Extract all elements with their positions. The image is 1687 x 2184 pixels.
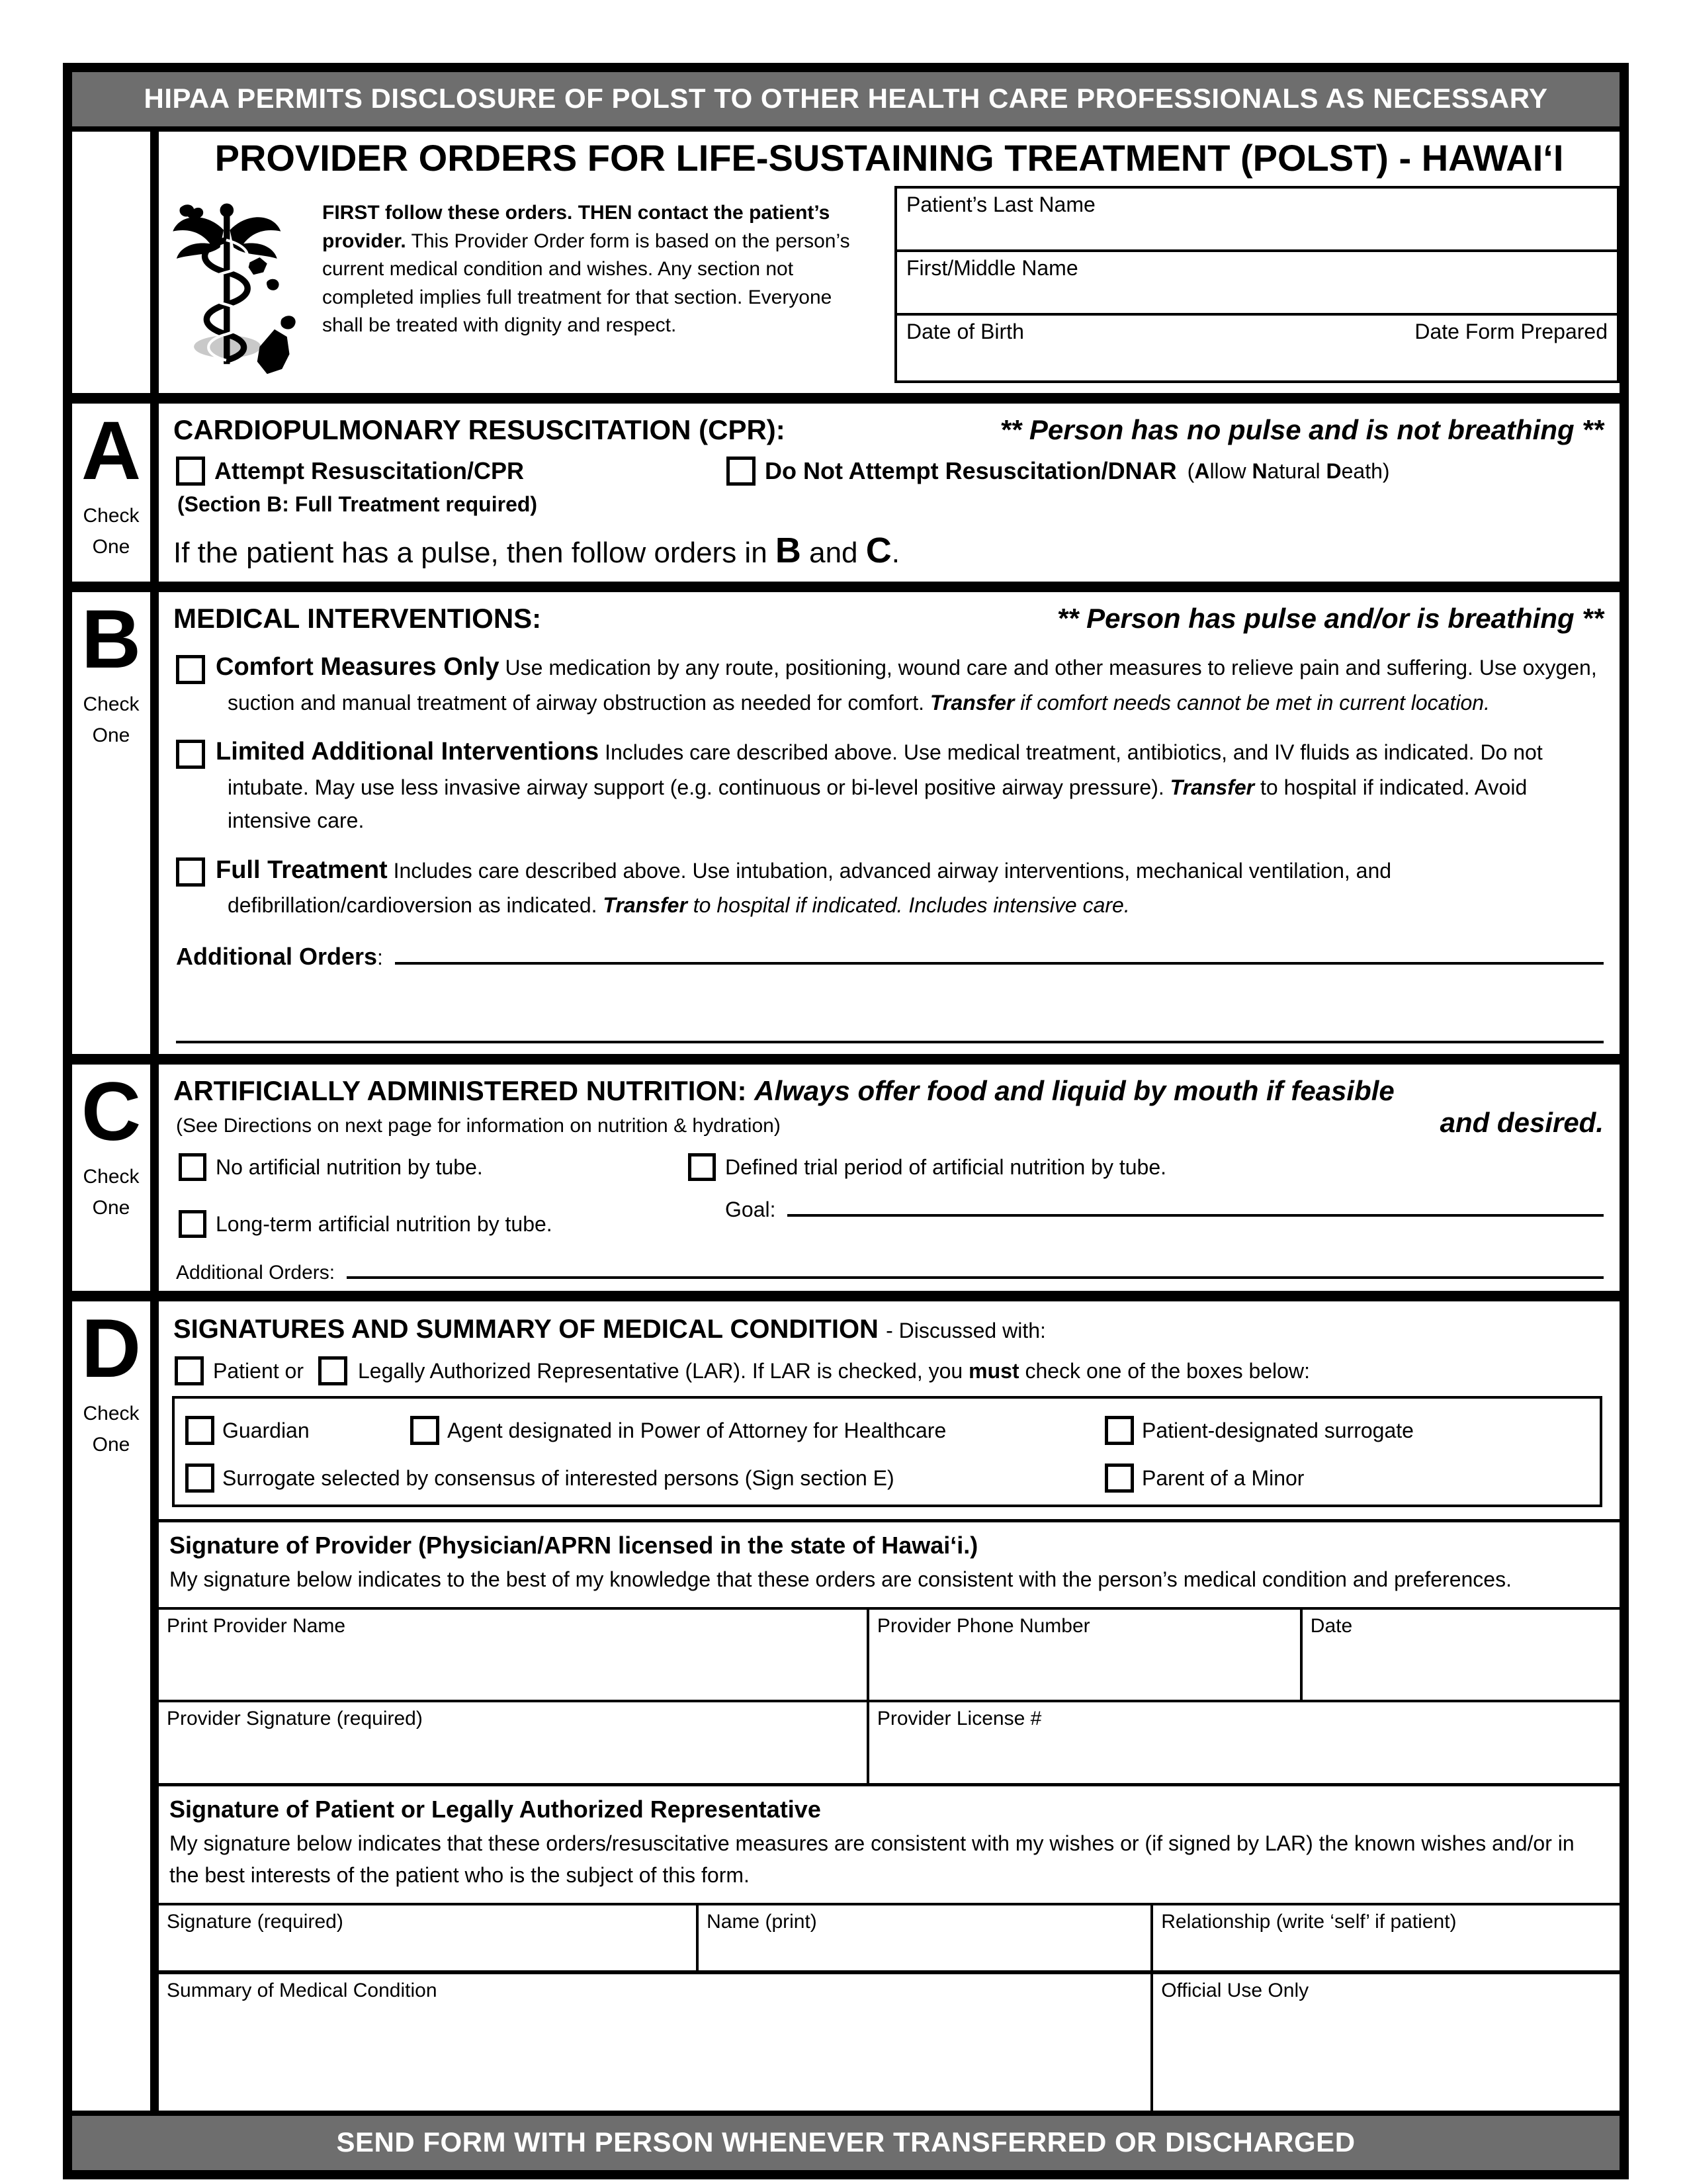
agent-poa-checkbox[interactable] (410, 1416, 439, 1445)
comfort-measures-label: Comfort Measures Only (216, 653, 499, 681)
limited-interventions-desc: Includes care described above. Use medical treatment, antibiotics, and IV fluids as indicated. Do not intubate. May use less invasive airway support (e.g. continuous or bi-level positive airway pressure). Transfer to hospital if indicated. Avoid intensive care. (228, 740, 1543, 832)
additional-orders-line-1[interactable] (395, 939, 1604, 965)
section-d-letter-col: D Check One (72, 1301, 159, 2111)
section-d-heading: SIGNATURES AND SUMMARY OF MEDICAL CONDITION - Discussed with: (173, 1315, 1046, 1344)
patient-signature-label: Signature (required) (167, 1911, 343, 1933)
caduceus-hawaii-logo (163, 195, 318, 386)
limited-interventions-checkbox[interactable] (176, 740, 205, 769)
full-treatment-label: Full Treatment (216, 855, 388, 884)
official-use-only-cell[interactable] (1152, 1972, 1620, 2111)
patient-signature-section (159, 1783, 1620, 1903)
surrogate-consensus-option (185, 1463, 1105, 1493)
dnar-checkbox[interactable] (726, 457, 756, 486)
official-use-only-label: Official Use Only (1161, 1980, 1309, 2002)
full-treatment-checkbox[interactable] (176, 857, 205, 887)
section-b-required-note: (Section B: Full Treatment required) (177, 492, 538, 516)
no-artificial-nutrition-label: No artificial nutrition by tube. (216, 1155, 483, 1179)
provider-signature-label: Provider Signature (required) (167, 1708, 423, 1730)
form-title: PROVIDER ORDERS FOR LIFE-SUSTAINING TREATMENT (POLST) - HAWAIʻI (214, 137, 1564, 179)
additional-orders-label-b: Additional Orders: (176, 943, 383, 971)
provider-license-label: Provider License # (877, 1708, 1042, 1730)
provider-date-cell[interactable] (1301, 1608, 1620, 1701)
agent-poa-option (410, 1416, 1105, 1445)
provider-license-cell[interactable] (868, 1701, 1620, 1783)
header-letter-col (72, 132, 159, 393)
instructions-block (159, 186, 894, 393)
no-artificial-nutrition-checkbox[interactable] (179, 1153, 206, 1181)
section-c-letter-col: C Check One (72, 1065, 159, 1291)
dnar-label: Do Not Attempt Resuscitation/DNAR (765, 457, 1177, 484)
attempt-cpr-checkbox[interactable] (176, 457, 205, 486)
section-b-note: ** Person has pulse and/or is breathing ** (1057, 603, 1604, 634)
provider-phone-cell[interactable] (868, 1608, 1301, 1701)
parent-of-minor-checkbox[interactable] (1105, 1463, 1134, 1493)
patient-signature-table (159, 1903, 1620, 2111)
discussed-lar-checkbox[interactable] (318, 1356, 347, 1385)
limited-interventions-option (176, 732, 1606, 837)
section-a-letter: A (81, 405, 142, 497)
instructions-text (318, 195, 888, 386)
patient-name-print-label: Name (print) (707, 1911, 817, 1933)
trial-nutrition-label: Defined trial period of artificial nutrition by tube. (725, 1155, 1167, 1179)
patient-last-name-label: Patient’s Last Name (906, 193, 1096, 216)
section-a-letter-col: A Check One (72, 404, 159, 582)
relationship-cell[interactable] (1152, 1904, 1620, 1972)
comfort-measures-option (176, 648, 1606, 719)
summary-medical-condition-label: Summary of Medical Condition (167, 1980, 437, 2002)
lar-options-box (172, 1396, 1602, 1507)
provider-signature-body: My signature below indicates to the best of my knowledge that these orders are consistent with the person’s medical condition and preferences. (169, 1567, 1512, 1592)
provider-phone-label: Provider Phone Number (877, 1615, 1090, 1638)
surrogate-consensus-label: Surrogate selected by consensus of interested persons (Sign section E) (222, 1465, 894, 1490)
date-form-prepared-label: Date Form Prepared (1414, 320, 1608, 343)
dob-label: Date of Birth (906, 320, 1024, 343)
long-term-nutrition-label: Long-term artificial nutrition by tube. (216, 1211, 552, 1236)
trial-nutrition-option (688, 1153, 1606, 1181)
section-c (72, 1054, 1620, 1291)
parent-of-minor-label: Parent of a Minor (1142, 1465, 1305, 1490)
patient-signature-body: My signature below indicates that these orders/resuscitative measures are consistent with my wishes or (if signed by LAR) the known wishes and/or in the best interests of the patient who is the subject of this form. (169, 1831, 1575, 1888)
parent-of-minor-option (1105, 1463, 1600, 1493)
section-c-letter: C (81, 1066, 142, 1158)
patient-info-box (894, 186, 1620, 383)
long-term-nutrition-option (179, 1210, 679, 1238)
provider-signature-table (159, 1607, 1620, 1783)
patient-signature-cell[interactable] (159, 1904, 697, 1972)
additional-orders-label-c: Additional Orders: (176, 1262, 335, 1284)
instructions-rest: This Provider Order form is based on the person’s current medical condition and wishes. Any section not completed implies full treatment for that section. Everyone shall be treated with dignity and respect. (322, 230, 850, 337)
long-term-nutrition-checkbox[interactable] (179, 1210, 206, 1238)
section-b-heading: MEDICAL INTERVENTIONS: (173, 603, 542, 634)
goal-label: Goal: (725, 1198, 776, 1222)
section-b (72, 582, 1620, 1054)
goal-line[interactable] (787, 1185, 1604, 1217)
provider-signature-section (159, 1519, 1620, 1607)
section-c-note2: and desired. (1440, 1107, 1604, 1139)
footer-banner: SEND FORM WITH PERSON WHENEVER TRANSFERRED OR DISCHARGED (72, 2111, 1620, 2170)
no-artificial-nutrition-option (179, 1153, 679, 1181)
section-c-heading: ARTIFICIALLY ADMINISTERED NUTRITION: Always offer food and liquid by mouth if feasible (173, 1075, 1395, 1107)
print-provider-name-cell[interactable] (159, 1608, 868, 1701)
additional-orders-line-c[interactable] (347, 1256, 1604, 1279)
comfort-measures-desc: Use medication by any route, positioning, wound care and other measures to relieve pain and suffering. Use oxygen, suction and manual treatment of airway obstruction as needed for comfort. Transfer if comfort needs cannot be met in current location. (228, 656, 1597, 715)
discussed-patient-checkbox[interactable] (175, 1356, 204, 1385)
comfort-measures-checkbox[interactable] (176, 655, 205, 684)
trial-nutrition-checkbox[interactable] (688, 1153, 716, 1181)
section-d-letter: D (81, 1303, 142, 1395)
header-section (72, 132, 1620, 393)
section-a (72, 393, 1620, 582)
patient-name-print-cell[interactable] (697, 1904, 1152, 1972)
full-treatment-option (176, 851, 1606, 922)
section-a-heading: CARDIOPULMONARY RESUSCITATION (CPR): (173, 414, 785, 445)
patient-last-name-field[interactable] (897, 189, 1617, 252)
discussed-patient-label: Patient or (213, 1358, 304, 1383)
section-b-letter: B (81, 593, 142, 685)
patient-first-middle-field[interactable] (897, 252, 1617, 316)
guardian-checkbox[interactable] (185, 1416, 214, 1445)
hipaa-banner: HIPAA PERMITS DISCLOSURE OF POLST TO OTHER HEALTH CARE PROFESSIONALS AS NECESSARY (72, 72, 1620, 132)
pulse-instruction: If the patient has a pulse, then follow orders in B and C. (173, 531, 900, 570)
patient-designated-surrogate-option (1105, 1416, 1600, 1445)
guardian-label: Guardian (222, 1418, 310, 1442)
patient-dob-dateprepared-field[interactable] (897, 316, 1617, 380)
print-provider-name-label: Print Provider Name (167, 1615, 346, 1638)
section-c-subnote: (See Directions on next page for information on nutrition & hydration) (176, 1115, 781, 1137)
patient-designated-surrogate-checkbox[interactable] (1105, 1416, 1134, 1445)
full-treatment-desc: Includes care described above. Use intubation, advanced airway interventions, mechanical ventilation, and defibrillation/cardioversion as indicated. Transfer to hospital if indicated. Includes intensive care. (228, 858, 1392, 918)
relationship-label: Relationship (write ‘self’ if patient) (1161, 1911, 1457, 1933)
attempt-cpr-label: Attempt Resuscitation/CPR (214, 457, 525, 484)
patient-first-middle-label: First/Middle Name (906, 256, 1078, 280)
limited-interventions-label: Limited Additional Interventions (216, 738, 599, 766)
discussed-lar-label: Legally Authorized Representative (LAR). If LAR is checked, you must check one of the boxes below: (357, 1358, 1310, 1383)
polst-form (63, 63, 1629, 2179)
guardian-option (185, 1416, 410, 1445)
section-a-note: ** Person has no pulse and is not breathing ** (1000, 414, 1604, 445)
surrogate-consensus-checkbox[interactable] (185, 1463, 214, 1493)
provider-signature-heading: Signature of Provider (Physician/APRN licensed in the state of Hawaiʻi.) (169, 1532, 978, 1559)
section-d (72, 1291, 1620, 2111)
provider-signature-cell[interactable] (159, 1701, 868, 1783)
patient-signature-heading: Signature of Patient or Legally Authorized Representative (169, 1796, 821, 1823)
summary-medical-condition-cell[interactable] (159, 1972, 1152, 2111)
agent-poa-label: Agent designated in Power of Attorney for Healthcare (447, 1418, 947, 1442)
dnar-suffix: (Allow Natural Death) (1187, 459, 1390, 483)
instructions-bold: FIRST follow these orders. THEN contact the patient’s provider. (322, 202, 830, 252)
section-b-letter-col: B Check One (72, 592, 159, 1054)
patient-designated-surrogate-label: Patient-designated surrogate (1142, 1418, 1414, 1442)
provider-date-label: Date (1310, 1615, 1353, 1638)
additional-orders-line-2[interactable] (176, 1010, 1604, 1043)
